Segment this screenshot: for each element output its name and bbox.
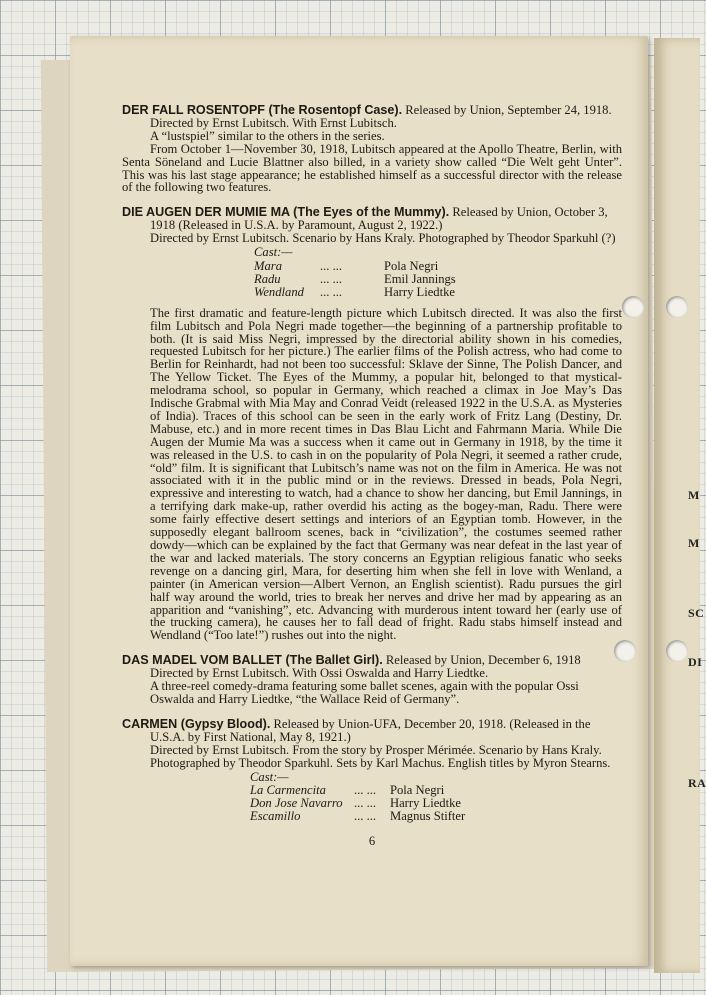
credits-line: Directed by Ernst Lubitsch. From the story by Prosper Mérimée. Scenario by Hans Kraly. Photographed by Theodor Sparkuhl. Sets by Karl Machus. English titles by Myron Stearns. (150, 742, 611, 770)
cast-dots: ... ... (320, 258, 343, 273)
edge-letter: M (688, 536, 700, 550)
film-entry (122, 654, 622, 706)
credits-line: Directed by Ernst Lubitsch. With Ernst Lubitsch. (150, 115, 397, 130)
punch-hole (622, 296, 644, 318)
page-content (122, 104, 622, 848)
film-entry (122, 206, 622, 642)
cast-dots: ... ... (320, 284, 343, 299)
cast-actor: Pola Negri (384, 258, 439, 273)
next-page-edge (654, 38, 703, 973)
release-info: Released by Union-UFA, December 20, 1918. (Released in the U.S.A. by First National, May 8, 1921.) (150, 716, 591, 744)
cast-title: Cast:— (254, 245, 293, 260)
cast-role: Mara (254, 258, 282, 273)
edge-letter: RA (688, 776, 706, 790)
cast-row (254, 273, 622, 286)
film-entry (122, 718, 622, 823)
cast-role: La Carmencita (250, 783, 326, 798)
cast-dots: ... ... (354, 809, 377, 824)
cast-row (254, 260, 622, 273)
cast-actor: Harry Liedtke (390, 796, 461, 811)
cast-actor: Magnus Stifter (390, 809, 466, 824)
credits-line: Directed by Ernst Lubitsch. Scenario by Hans Kraly. Photographed by Theodor Sparkuhl (?) (150, 231, 616, 246)
punch-hole (614, 640, 636, 662)
credits-line: Directed by Ernst Lubitsch. With Ossi Oswalda and Harry Liedtke. (150, 666, 489, 681)
cast-row (250, 810, 622, 823)
cast-list (250, 771, 622, 824)
cast-dots: ... ... (354, 796, 377, 811)
cast-role: Radu (254, 271, 281, 286)
punch-hole (666, 640, 688, 662)
cast-row (254, 286, 622, 299)
film-paragraph: The first dramatic and feature-length picture which Lubitsch directed. It was also the first film Lubitsch and Pola Negri made together—the beginning of a partnership profitable to both. (It is said Miss Negri, impressed by the directorial ability shown in his comedies, requested Lubitsch for her picture.) The earlier films of the Polish actress, who had come to Berlin for Reinhardt, had not been too successful: Sklave der Sinne, The Polish Dancer, and The Yellow Ticket. The Eyes of the Mummy, a popular hit, belonged to that mystical-melodrama school, so popular in Germany, which reached a climax in Joe May’s Das Indische Grabmal with Mia May and Conrad Veidt (released 1922 in the U.S.A. as Mysteries of India). Traces of this school can be seen in the early work of Fritz Lang (Destiny, Dr. Mabuse, etc.) and in more recent times in Das Blau Licht and Fahrmann Maria. While Die Augen der Mumie Ma was a success when it came out in Germany in 1918, by the time it was released in the U.S. to cash in on the popularity of Pola Negri, it seemed a rather crude, “old” film. It is significant that Lubitsch’s name was not on the film in America. He was not associated with it in the public mind or in the reviews. Dressed in beads, Pola Negri, expressive and interesting to watch, had a chance to show her dancing, but Emil Jannings, in a terrifying dark make-up, rather overdid his acting as the bogey-man, Radu. There were some fairly effective desert settings and interiors of an Egyptian tomb. However, in the supposedly elegant ballroom scenes, back in “civilization”, the costumes seemed rather dowdy—which can be explained by the fact that Germany was near defeat in the last year of the war and lacked materials. The story concerns an Egyptian religious fanatic who seeks revenge on a dancing girl, Mara, for deserting him when she fell in love with Wenland, a painter (in American version—Albert Vernon, an English scientist). Radu pursues the girl half way around the world, tries to break her nerves and drive her mad by appearing as an apparition and “vanishing”, etc. Advancing with murderous intent toward her (early use of the trucking camera), he causes her to fall dead of fright. Radu stabs himself instead and Wendland (“Too late!”) rushes out into the night. (150, 305, 622, 643)
cast-title: Cast:— (250, 769, 289, 784)
cast-actor: Pola Negri (390, 783, 445, 798)
cast-role: Don Jose Navarro (250, 796, 343, 811)
cast-dots: ... ... (354, 783, 377, 798)
page-number: 6 (368, 834, 376, 849)
edge-letter: SC (688, 606, 705, 620)
note-line: A three-reel comedy-drama featuring some ballet scenes, again with the popular Ossi Oswalda and Harry Liedtke, “the Wallace Reid of Germany”. (150, 679, 579, 706)
film-paragraph: From October 1—November 30, 1918, Lubitsch appeared at the Apollo Theatre, Berlin, with Senta Söneland and Lucie Blattner also billed, in a variety show called “Die Welt geht Unter”. This was his last stage appearance; he established himself as a successful director with the release of the following two features. (122, 141, 622, 195)
cast-list (254, 246, 622, 299)
film-title: DIE AUGEN DER MUMIE MA (The Eyes of the Mummy). (122, 205, 450, 220)
release-info: Released by Union, September 24, 1918. (402, 103, 612, 117)
film-title: DAS MADEL VOM BALLET (The Ballet Girl). (122, 653, 383, 668)
release-info: Released by Union, October 3, 1918 (Released in U.S.A. by Paramount, August 2, 1922.) (150, 205, 608, 233)
book-page (70, 36, 648, 966)
release-info: Released by Union, December 6, 1918 (382, 653, 581, 668)
cast-actor: Emil Jannings (384, 271, 456, 286)
film-entry (122, 104, 622, 194)
film-title: CARMEN (Gypsy Blood). (122, 716, 271, 731)
film-title: DER FALL ROSENTOPF (The Rosentopf Case). (122, 103, 403, 117)
edge-letter: DI (688, 655, 703, 669)
cast-actor: Harry Liedtke (384, 284, 455, 299)
punch-hole (666, 296, 688, 318)
cast-role: Escamillo (250, 809, 301, 824)
cast-dots: ... ... (320, 271, 343, 286)
cast-role: Wendland (254, 284, 304, 299)
note-line: A “lustspiel” similar to the others in the series. (150, 128, 385, 143)
edge-letter: M (688, 488, 700, 502)
